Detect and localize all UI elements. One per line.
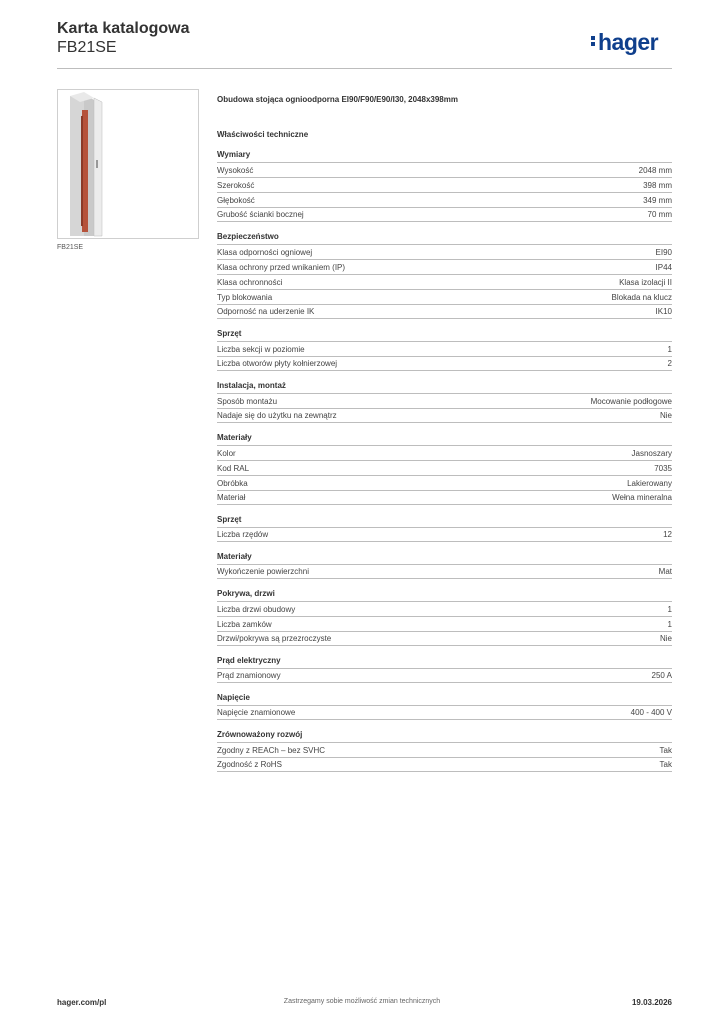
spec-section [217,431,672,505]
spec-row [217,527,672,542]
spec-section [217,327,672,371]
cabinet-illustration-icon [58,90,200,240]
spec-value: Mat [658,567,672,576]
spec-label: Kod RAL [217,463,250,473]
section-rows [217,527,672,542]
technical-properties-title: Właściwości techniczne [217,130,309,139]
section-rows [217,445,672,505]
spec-value: 349 mm [643,195,672,205]
spec-label: Zgodny z REACh – bez SVHC [217,745,326,755]
section-rows [217,393,672,423]
spec-label: Prąd znamionowy [217,671,281,680]
spec-row [217,408,672,423]
section-rows [217,244,672,319]
spec-value: Blokada na klucz [611,292,672,302]
logo-text: hager [598,29,659,55]
spec-label: Wysokość [217,165,254,175]
spec-section [217,654,672,683]
spec-label: Kolor [217,448,236,458]
spec-label: Klasa ochrony przed wnikaniem (IP) [217,262,346,272]
spec-value: 1 [667,619,672,629]
spec-row [217,445,672,460]
spec-section [217,148,672,222]
section-title: Zrównoważony rozwój [217,730,303,739]
section-title: Napięcie [217,693,250,702]
spec-value: 398 mm [643,180,672,190]
spec-label: Grubość ścianki bocznej [217,210,304,219]
footer-website: hager.com/pl [57,998,107,1007]
section-title: Pokrywa, drzwi [217,589,275,598]
spec-value: 2048 mm [638,165,672,175]
spec-label: Materiał [217,493,246,502]
footer-note: Zastrzegamy sobie możliwość zmian technicznych [283,998,441,1005]
section-rows [217,162,672,222]
spec-section [217,728,672,772]
spec-row [217,631,672,646]
spec-label: Liczba sekcji w poziomie [217,344,305,354]
spec-label: Drzwi/pokrywa są przezroczyste [217,634,332,643]
spec-value: 12 [663,530,672,539]
spec-label: Szerokość [217,180,255,190]
document-title: Karta katalogowa [57,20,190,37]
spec-value: Lakierowany [627,478,672,488]
logo-dots-icon [591,34,597,48]
product-description: Obudowa stojąca ognioodporna EI90/F90/E90/I30, 2048x398mm [217,95,458,104]
section-rows [217,341,672,371]
image-caption: FB21SE [57,244,84,251]
spec-label: Typ blokowania [217,292,273,302]
product-code: FB21SE [57,39,117,56]
section-title: Wymiary [217,150,251,159]
spec-row [217,668,672,683]
spec-section [217,513,672,542]
spec-row [217,259,672,274]
spec-label: Liczba drzwi obudowy [217,604,296,614]
section-rows [217,601,672,646]
section-rows [217,705,672,720]
spec-label: Odporność na uderzenie IK [217,307,315,316]
spec-label: Klasa odporności ogniowej [217,247,313,257]
spec-value: 250 A [651,671,672,680]
spec-sections [217,148,672,772]
spec-row [217,601,672,616]
footer-date: 19.03.2026 [631,998,672,1007]
spec-value: Wełna mineralna [612,493,672,502]
spec-row [217,742,672,757]
spec-label: Liczba rzędów [217,530,269,539]
spec-row [217,356,672,371]
hager-logo [591,29,658,56]
spec-section [217,691,672,720]
spec-section [217,379,672,423]
spec-row [217,244,672,259]
spec-row [217,490,672,505]
spec-section [217,230,672,319]
section-rows [217,742,672,772]
spec-value: 400 - 400 V [630,708,672,717]
spec-row [217,162,672,177]
spec-value: Nie [659,634,672,643]
section-title: Bezpieczeństwo [217,232,279,241]
spec-row [217,460,672,475]
section-title: Sprzęt [217,329,242,338]
spec-section [217,587,672,646]
spec-value: EI90 [655,247,672,257]
spec-row [217,616,672,631]
spec-label: Napięcie znamionowe [217,708,296,717]
specifications [217,93,672,780]
spec-row [217,192,672,207]
section-title: Materiały [217,552,252,561]
product-image [57,89,199,239]
spec-row [217,304,672,319]
spec-value: Tak [659,745,672,755]
spec-value: Jasnoszary [631,448,672,458]
section-rows [217,668,672,683]
spec-row [217,177,672,192]
header-divider [57,68,672,69]
spec-value: 1 [667,604,672,614]
spec-label: Obróbka [217,478,248,488]
section-title: Materiały [217,433,252,442]
spec-value: 70 mm [647,210,672,219]
spec-label: Głębokość [217,195,255,205]
spec-value: Nie [659,411,672,420]
spec-value: IK10 [655,307,672,316]
spec-value: Mocowanie podłogowe [590,396,672,406]
spec-value: Tak [659,760,672,769]
spec-row [217,705,672,720]
spec-value: 1 [667,344,672,354]
spec-label: Liczba otworów płyty kołnierzowej [217,359,338,368]
section-title: Prąd elektryczny [217,656,281,665]
spec-value: 2 [667,359,672,368]
spec-label: Nadaje się do użytku na zewnątrz [217,411,337,420]
section-rows [217,564,672,579]
spec-row [217,341,672,356]
spec-row [217,393,672,408]
spec-label: Liczba zamków [217,619,272,629]
spec-row [217,475,672,490]
spec-value: Klasa izolacji II [619,277,672,287]
spec-label: Sposób montażu [217,396,278,406]
spec-label: Zgodność z RoHS [217,760,282,769]
spec-label: Klasa ochronności [217,277,283,287]
spec-value: 7035 [654,463,672,473]
spec-row [217,289,672,304]
spec-row [217,564,672,579]
section-title: Sprzęt [217,515,242,524]
spec-row [217,207,672,222]
spec-label: Wykończenie powierzchni [217,567,309,576]
spec-row [217,274,672,289]
spec-row [217,757,672,772]
spec-section [217,550,672,579]
section-title: Instalacja, montaż [217,381,286,390]
spec-value: IP44 [655,262,672,272]
